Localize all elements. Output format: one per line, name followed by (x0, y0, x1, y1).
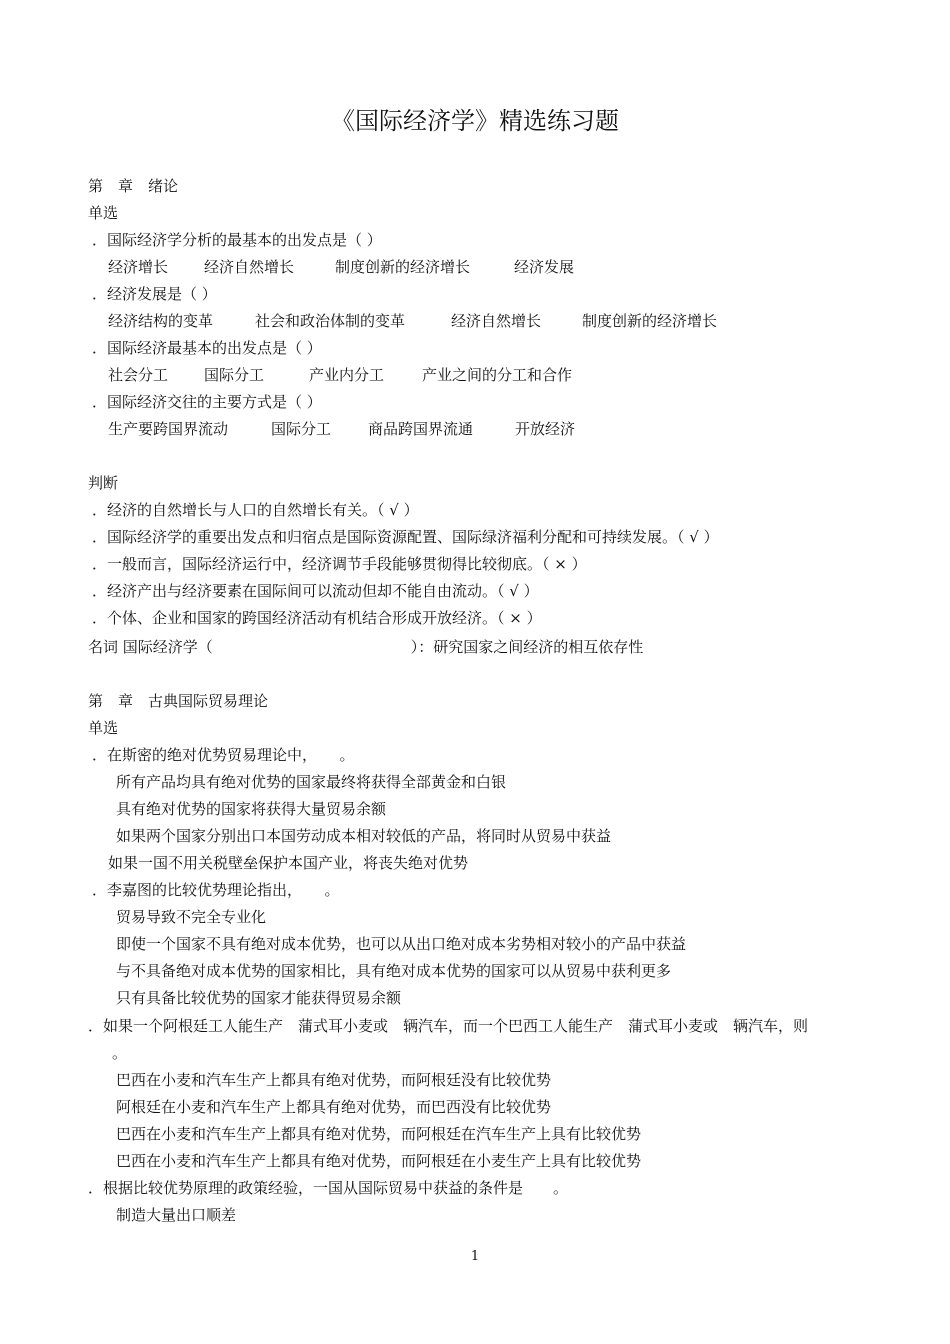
ch1-q3-options (108, 365, 572, 385)
chapter-2-heading: 第 章 古典国际贸易理论 (88, 692, 269, 710)
ch2-q3-option-a: 巴西在小麦和汽车生产上都具有绝对优势，而阿根廷没有比较优势 (116, 1071, 552, 1089)
chapter-2-single-choice-label: 单选 (88, 719, 119, 737)
option-a: 经济结构的变革 (108, 312, 214, 330)
option-a: 生产要跨国界流动 (108, 420, 229, 438)
ch2-q2-stem: ．李嘉图的比较优势理论指出， 。 (92, 881, 340, 899)
ch1-q1-options (108, 257, 574, 277)
judgement-4: ．经济产出与经济要素在国际间可以流动但却不能自由流动。（ √ ） (92, 582, 539, 600)
option-c: 经济自然增长 (451, 312, 542, 330)
ch2-q4-option-a: 制造大量出口顺差 (116, 1206, 237, 1224)
ch2-q3-option-c: 巴西在小麦和汽车生产上都具有绝对优势，而阿根廷在汽车生产上具有比较优势 (116, 1125, 642, 1143)
option-b: 经济自然增长 (204, 258, 295, 276)
ch1-q4-stem: ．国际经济交往的主要方式是（ ） (92, 393, 322, 411)
ch1-q3-stem: ．国际经济最基本的出发点是（ ） (92, 339, 322, 357)
term-label: 名词 国际经济学（ (88, 638, 213, 656)
option-d: 经济发展 (514, 258, 575, 276)
ch2-q3-stem-end: 。 (112, 1044, 128, 1062)
judgement-5: ．个体、企业和国家的跨国经济活动有机结合形成开放经济。（ × ） (92, 609, 542, 627)
option-d: 产业之间的分工和合作 (422, 366, 573, 384)
ch2-q1-option-b: 具有绝对优势的国家将获得大量贸易余额 (116, 800, 387, 818)
term-definition (88, 637, 643, 657)
page-number: 1 (470, 1249, 480, 1264)
ch2-q4-stem: ．根据比较优势原理的政策经验，一国从国际贸易中获益的条件是 。 (88, 1179, 569, 1197)
judgement-1: ．经济的自然增长与人口的自然增长有关。（ √ ） (92, 501, 419, 519)
option-c: 产业内分工 (309, 366, 385, 384)
ch2-q1-option-c: 如果两个国家分别出口本国劳动成本相对较低的产品，将同时从贸易中获益 (116, 827, 612, 845)
ch2-q3-option-b: 阿根廷在小麦和汽车生产上都具有绝对优势，而巴西没有比较优势 (116, 1098, 552, 1116)
option-c: 商品跨国界流通 (368, 420, 474, 438)
ch2-q3-stem: ．如果一个阿根廷工人能生产 蒲式耳小麦或 辆汽车，而一个巴西工人能生产 蒲式耳小麦或 辆汽车，则 (88, 1017, 809, 1035)
option-a: 社会分工 (108, 366, 169, 384)
document-title: 《国际经济学》精选练习题 (331, 107, 619, 135)
ch2-q2-option-d: 只有具备比较优势的国家才能获得贸易余额 (116, 989, 402, 1007)
ch1-q1-stem: ．国际经济学分析的最基本的出发点是（ ） (92, 231, 382, 249)
ch1-q2-stem: ．经济发展是（ ） (92, 285, 217, 303)
ch2-q1-option-a: 所有产品均具有绝对优势的国家最终将获得全部黄金和白银 (116, 773, 507, 791)
judgement-3: ．一般而言，国际经济运行中，经济调节手段能够贯彻得比较彻底。（ × ） (92, 555, 587, 573)
chapter-1-judgement-label: 判断 (88, 474, 119, 492)
option-c: 制度创新的经济增长 (335, 258, 471, 276)
option-d: 开放经济 (515, 420, 576, 438)
option-b: 国际分工 (204, 366, 265, 384)
judgement-2: ．国际经济学的重要出发点和归宿点是国际资源配置、国际绿济福利分配和可持续发展。（ √ ） (92, 528, 719, 546)
term-definition-text: ）：研究国家之间经济的相互依存性 (410, 638, 644, 656)
ch2-q1-option-d: 如果一国不用关税壁垒保护本国产业，将丧失绝对优势 (108, 854, 469, 872)
option-d: 制度创新的经济增长 (582, 312, 718, 330)
option-a: 经济增长 (108, 258, 169, 276)
chapter-1-heading: 第 章 绪论 (88, 177, 179, 195)
ch1-q2-options (108, 311, 717, 331)
option-b: 国际分工 (271, 420, 332, 438)
ch1-q4-options (108, 419, 575, 439)
ch2-q2-option-a: 贸易导致不完全专业化 (116, 908, 267, 926)
ch2-q3-option-d: 巴西在小麦和汽车生产上都具有绝对优势，而阿根廷在小麦生产上具有比较优势 (116, 1152, 642, 1170)
chapter-1-single-choice-label: 单选 (88, 204, 119, 222)
ch2-q2-option-c: 与不具备绝对成本优势的国家相比，具有绝对成本优势的国家可以从贸易中获利更多 (116, 962, 672, 980)
ch2-q1-stem: ．在斯密的绝对优势贸易理论中， 。 (92, 746, 355, 764)
ch2-q2-option-b: 即使一个国家不具有绝对成本优势，也可以从出口绝对成本劣势相对较小的产品中获益 (116, 935, 687, 953)
option-b: 社会和政治体制的变革 (255, 312, 406, 330)
